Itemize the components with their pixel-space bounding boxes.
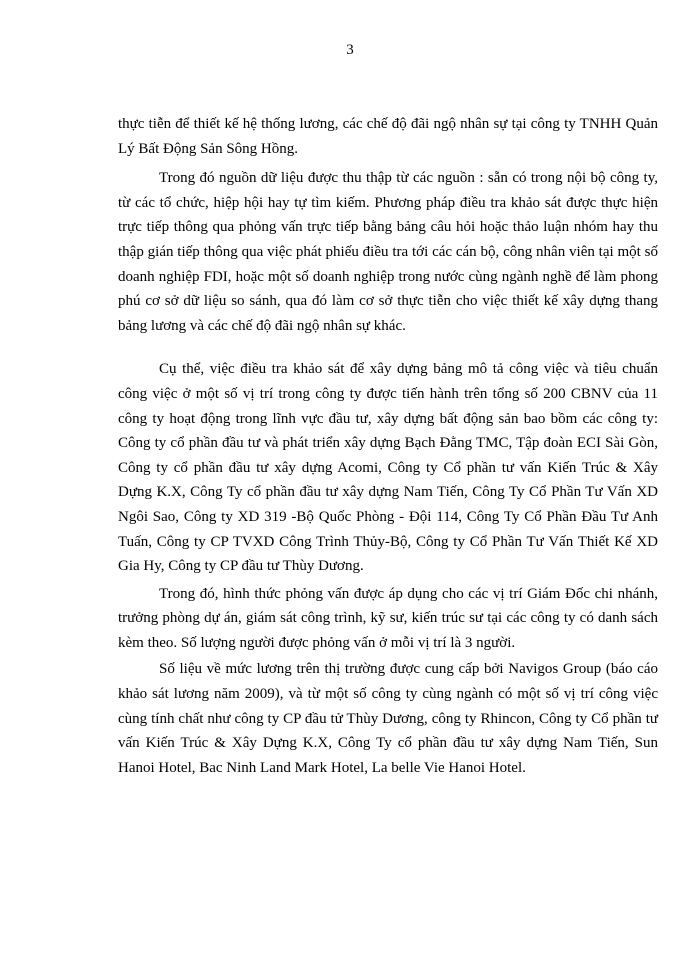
paragraph-data-sources: Trong đó nguồn dữ liệu được thu thập từ các nguồn : sẵn có trong nội bộ công ty, từ các tổ chức, hiệp hội hay tự tìm kiếm. Phương pháp điều tra khảo sát được thực hiện trực tiếp thông qua phỏng vấn trực tiếp bằng bảng câu hỏi hoặc thảo luận nhóm hay thu thập gián tiếp thông qua việc phát phiếu điều tra tới các cán bộ, công nhân viên tại một số doanh nghiệp FDI, hoặc một số doanh nghiệp trong nước cùng ngành nghề để làm phong phú cơ sở dữ liệu so sánh, qua đó làm cơ sở thực tiễn cho việc thiết kế xây dựng thang bảng lương và các chế độ đãi ngộ nhân sự khác. xyxy=(118,170,658,334)
paragraph-survey-details: Cụ thể, việc điều tra khảo sát để xây dựng bảng mô tả công việc và tiêu chuẩn công việc ở một số vị trí trong công ty được tiến hành trên tổng số 200 CBNV của 11 công ty hoạt động trong lĩnh vực đầu tư, xây dựng bất động sản bao bồm các công ty: Công ty cổ phần đầu tư và phát triển xây dựng Bạch Đằng TMC, Tập đoàn ECI Sài Gòn, Công ty cổ phần đầu tư xây dựng Acomi, Công ty Cổ phần tư vấn Kiến Trúc & Xây Dựng K.X, Công Ty cổ phần đầu tư xây dựng Nam Tiến, Công Ty Cổ Phần Tư Vấn XD Ngôi Sao, Công ty XD 319 -Bộ Quốc Phòng - Đội 114, Công Ty Cổ Phần Đầu Tư Anh Tuấn, Công ty CP TVXD Công Trình Thủy-Bộ, Công ty Cổ Phần Tư Vấn Thiết Kế XD Gia Hy, Công ty CP đầu tư Thùy Dương. xyxy=(118,361,658,575)
page-number: 3 xyxy=(346,42,354,58)
paragraph-continuation: thực tiễn để thiết kế hệ thống lương, các chế độ đãi ngộ nhân sự tại công ty TNHH Quản Lý Bất Động Sản Sông Hồng. xyxy=(118,116,658,157)
paragraph-interview-method: Trong đó, hình thức phỏng vấn được áp dụng cho các vị trí Giám Đốc chi nhánh, trưởng phòng dự án, giám sát công trình, kỹ sư, kiến trúc sư tại các công ty có danh sách kèm theo. Số lượng người được phỏng vấn ở mỗi vị trí là 3 người. xyxy=(118,585,658,651)
document-body xyxy=(118,112,658,780)
paragraph-salary-data: Số liệu về mức lương trên thị trường được cung cấp bởi Navigos Group (báo cáo khảo sát lương năm 2009), và từ một số công ty cùng ngành có một số vị trí công việc cùng tính chất như công ty CP đầu tử Thùy Dương, công ty Rhincon, Công ty Cổ phần tư vấn Kiến Trúc & Xây Dựng K.X, Công Ty cổ phần đầu tư xây dựng Nam Tiến, Sun Hanoi Hotel, Bac Ninh Land Mark Hotel, La belle Vie Hanoi Hotel. xyxy=(118,661,658,776)
